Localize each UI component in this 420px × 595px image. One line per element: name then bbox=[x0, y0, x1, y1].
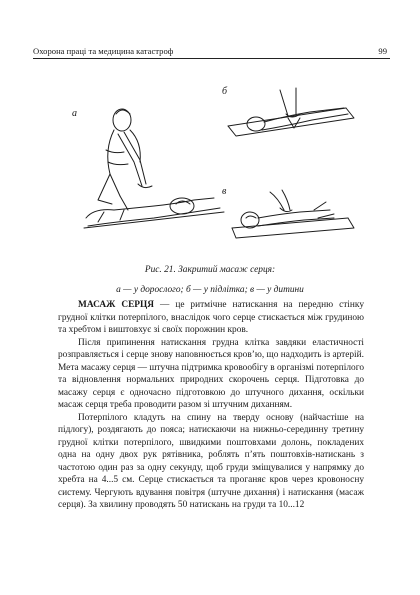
figure-panel-label-c: в bbox=[222, 186, 227, 197]
page-number: 99 bbox=[378, 46, 387, 56]
child-cpr-illustration bbox=[230, 188, 356, 246]
paragraph-2: Після припинення натискання грудна клітка завдяки еластичності розправляється і серце знову наповнюється кров’ю, що надходить із артерій. Мета масажу серця — штучна підтримка кровообігу в організмі потерпілого та відновлення нормальних природних скорочень серця. Підготовка до масажу серця є одночасно підготовкою до штучного дихання, оскільки масаж серця треба проводити разом зі штучним диханням. bbox=[58, 337, 364, 410]
paragraph-1-text: — це ритмічне натискання на передню стінку грудної клітки потерпілого, внаслідок чого серце стискається між грудиною та хребтом і виштовхує зі своїх порожнин кров. bbox=[58, 300, 364, 335]
running-header bbox=[33, 44, 389, 58]
running-header-title: Охорона праці та медицина катастроф bbox=[33, 46, 174, 56]
figure-caption-subtitle: а — у дорослого; б — у підлітка; в — у дитини bbox=[116, 285, 304, 295]
figure-caption-title: Рис. 21. Закритий масаж серця: bbox=[144, 265, 276, 275]
figure-panel-label-b: б bbox=[222, 86, 228, 97]
figure-panel-label-a: а bbox=[72, 108, 77, 119]
paragraph-1 bbox=[58, 299, 364, 337]
body-text bbox=[58, 299, 364, 512]
teen-cpr-illustration bbox=[226, 88, 356, 158]
adult-cpr-illustration bbox=[84, 100, 227, 240]
paragraph-3: Потерпілого кладуть на спину на тверду основу (найчастіше на підлогу), роздягають до пояса; натискаючи на нижньо-серединну третину грудної клітки потерпілого, швидкими поштовхами долонь, покладених одна на одну двох рук рятівника, роблять п’ять поштовхів-натискань з частотою один раз за одну секунду, щоб груди зміщувалися у напрямку до хребта на 4...5 см. Серце стискається та проганяє кров через кровоносну систему. Чергують вдування повітря (штучне дихання) і натискання (масаж серця). За хвилину проводять 50 натискань на груди та 10...12 bbox=[58, 412, 364, 510]
header-divider bbox=[33, 58, 390, 59]
term-heart-massage: МАСАЖ СЕРЦЯ bbox=[78, 300, 155, 310]
